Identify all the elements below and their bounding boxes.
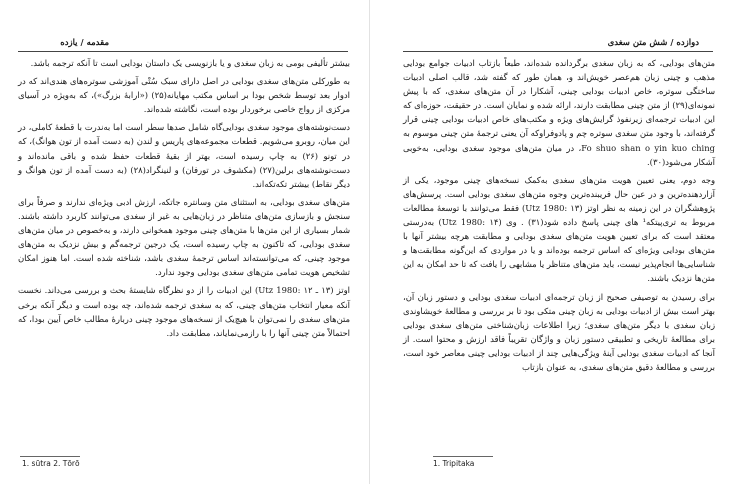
paragraph: متن‌های سغدی بودایی، به استثنای متن وسانتره جاتکه، ارزش ادبی ویژه‌ای ندارند و صرفاً برای سنجش و بازسازی متن‌های متناظر در زبان‌هایی به غیر از سغدی می‌توانند کاربرد داشته باشند. شمار بسیاری از این متن‌ها با متن‌های چینی موجود همخوانی دارند، و به‌خصوص در میان متن‌های سغدی بودایی، که تاکنون به چاپ رسیده است، یک درجین ترجمه‌گم و بیش نزدیک به متن‌های موجود چینی، که می‌توانسته‌اند اساس ترجمهٔ سغدی باشد، شناخته شده است. اما هنوز امکان تشخیص هویت تمامی متن‌های سغدی بودایی وجود ندارد. <box>18 196 350 278</box>
body-text <box>18 56 350 344</box>
footnote-rule <box>20 456 80 457</box>
paragraph: وجه دوم، یعنی تعیین هویت متن‌های سغدی به‌کمک نسخه‌های چینی موجود، یکی از آزاردهنده‌ترین و در عین حال فریبنده‌ترین وجوه متن‌های سغدی بودایی است. پرسش‌های پژوهشگران در این زمینه به نظر اوتز (۱۳ :Utz 1980) فقط می‌توانند با توسعهٔ مطالعات مربوط به تری‌پیتکه¹ های چینی پاسخ داده شود(۳۱) . وی (۱۴ :Utz 1980) به‌درستی معتقد است که برای تعیین هویت متن‌های سغدی بودایی و مطابقت هرچه بیشتر آنها با متن‌های بودایی ویژه‌ای که اساس ترجمه بوده‌اند و یا در مواردی که این‌گونه مطابقت‌ها و شناسایی‌ها انجام‌پذیر نیست، باید متن‌های متناظر یا مشابهی را یافت که تا حد امکان به این متن‌ها نزدیک باشند. <box>403 174 716 284</box>
paragraph: اوتز (۱۳ ـ ۱۲ :Utz 1980) این ادبیات را از دو نظرگاه شایستهٔ بحث و بررسی می‌داند. نخست آنکه معیار انتخاب متن‌های چینی، که به سغدی ترجمه شده‌اند، چه بوده است و دیگر آنکه برخی متن‌های سغدی را نمی‌توان با هیچ‌یک از نسخه‌های موجود چینی دربارهٔ مطالب خاص آیین بودا، که احتمالاً متن چینی آنها را با رازمی‌نمایاند، مطابقت داد. <box>18 285 351 338</box>
footnote: 1. sūtra 2. Tōrō <box>22 459 80 468</box>
paragraph: برای رسیدن به توصیفی صحیح از زبان ترجمه‌ای ادبیات سغدی بودایی و دستور زبان آن، بهتر است بیش از ادبیات بودایی به زبان چینی متکی بود تا بر بررسی و مطالعهٔ خویشاوندی زبان سغدی با دیگر متن‌های سغدی؛ زیرا اطلاعات زبان‌شناختی متن‌های سغدی بودایی برای مطالعهٔ تاریخی و تطبیقی دستور زبان و واژگان تقریباً فاقد ارزش و محتوا است. از آنجا که ادبیات سغدی بودایی آینهٔ ویژگی‌هایی چند از ادبیات بودایی چینی معاصر خود است، بررسی و مطالعهٔ دقیق متن‌های سغدی، به عنوان بازتاب <box>403 291 715 372</box>
right-page <box>370 0 739 484</box>
paragraph: بیشتر تألیفی بومی به زبان سغدی و یا بازنویسی یک داستان بودایی است تا آنکه ترجمه باشد. <box>30 58 350 68</box>
running-header: دوازده / شش متن سغدی <box>607 38 699 48</box>
running-header: مقدمه / یازده <box>60 38 109 48</box>
footnote-rule <box>433 456 493 457</box>
header-rule <box>403 51 713 52</box>
body-text <box>403 56 715 378</box>
header-rule <box>18 51 348 52</box>
paragraph: متن‌های بودایی، که به زبان سغدی برگردانده شده‌اند، طبعاً بازتاب ادبیات جوامع بودایی مذهب و چینی زبان هم‌عصر خویش‌اند و، همان طور که گفته شد، قالب اصلی ادبیات ساختگی سوتره، خاص ادبیات بودایی چینی، آشکارا در آن متن‌های سغدی، که با پیش نمونه‌ای(۲۹) از متن چینی مطابقت دارند، ارائه شده و نمایان است. در حقیقت، حوزه‌ای که این ادبیات ترجمه‌ای زیرنفوذ گرایش‌های ویژه و مکتب‌های خاص ادبیات بودایی چینی قرار گرفته‌اند، با وجود متن سغدی سوتره چم و پادوفراوکه آن یعنی ترجمهٔ متن چینی موسوم به Fo shuo shan o yin kuo ching، در میان متن‌های موجود سغدی بودایی، به‌خوبی آشکار می‌شود(۳۰). <box>403 58 715 167</box>
paragraph: دست‌نوشته‌های موجود سغدی بودایی‌گاه شامل صدها سطر است اما به‌ندرت با قطعهٔ کاملی، در این میان، روبرو می‌شویم. قطعات مجموعه‌های پاریس و لندن (به دست آمده از تون هوانگ)، که در تونو (۲۶) به چاپ رسیده است، بهتر از بقیهٔ قطعات حفظ شده و باقی مانده‌اند و دست‌نوشته‌های برلین(۲۷) (مکشوف در تورفان) و لنینگراد(۲۸) (به دست آمده از تون هوانگ و دیگر نقاط) بیشتر تکه‌تکه‌اند. <box>18 122 350 189</box>
footnote: 1. Tripitaka <box>433 459 475 468</box>
paragraph: به طورکلی متن‌های سغدی بودایی در اصل دارای سبک سُتْی آموزشی سوتره‌های هندی‌اند که در ادوار بعد توسط شخص بودا بر اساس مکتب مهایانه(۲۵) («ارابهٔ بزرگ»)، که به‌ویژه در آسیای مرکزی از رواج خاصی برخوردار بوده است، نگاشته شده‌اند. <box>18 76 350 115</box>
